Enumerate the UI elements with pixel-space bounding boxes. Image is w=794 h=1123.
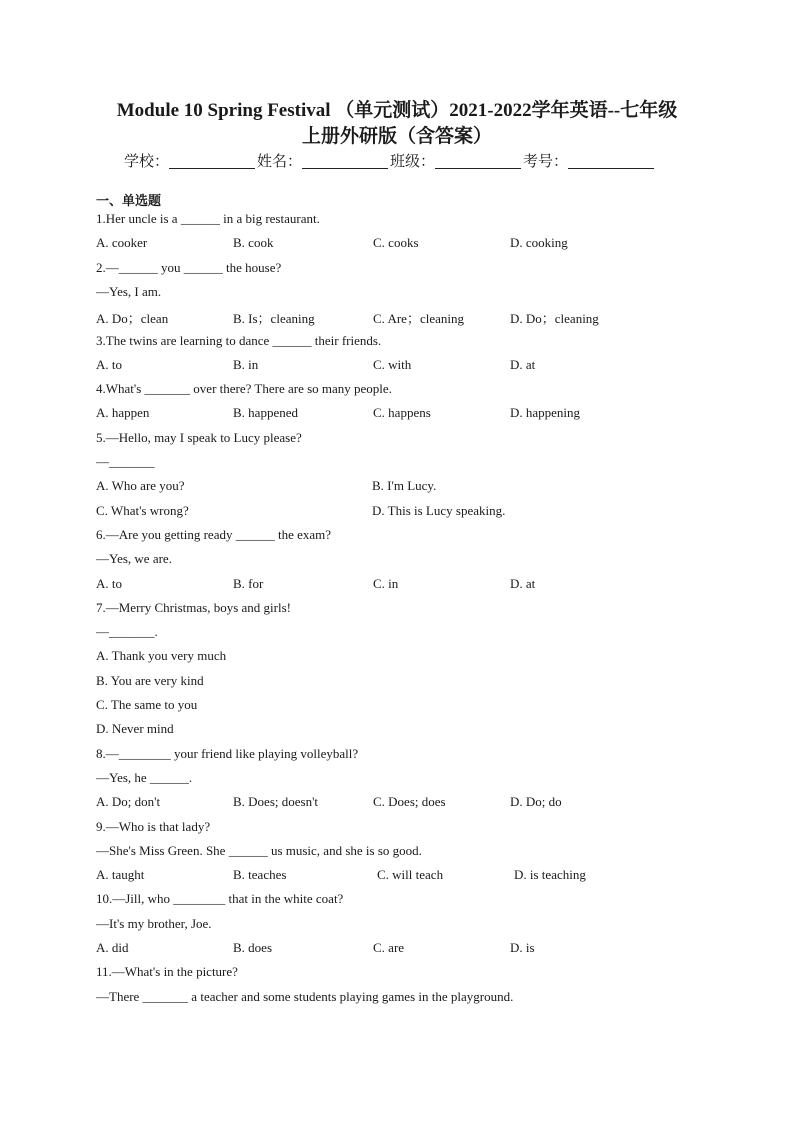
option-c[interactable]: C. Are；cleaning — [373, 311, 464, 327]
name-blank[interactable] — [302, 152, 388, 169]
student-info-row — [124, 150, 656, 171]
options-row — [96, 357, 716, 375]
option-d[interactable]: D. Do; do — [510, 794, 562, 810]
options-row — [96, 673, 716, 691]
option-b[interactable]: B. does — [233, 940, 272, 955]
options-row — [96, 721, 716, 739]
question-stem: 1.Her uncle is a ______ in a big restaurant. — [96, 211, 320, 226]
option-c[interactable]: C. happens — [373, 405, 431, 421]
school-label: 学校： — [124, 154, 170, 170]
exam-title-line2: 上册外研版（含答案） — [301, 126, 492, 147]
class-blank[interactable] — [435, 152, 521, 169]
option-d[interactable]: D. Do；cleaning — [510, 311, 599, 327]
option-d[interactable]: D. cooking — [510, 235, 568, 251]
options-row — [96, 940, 716, 958]
option-c[interactable]: C. in — [373, 575, 399, 591]
question-stem: 10.—Jill, who ________ that in the white coat? — [96, 891, 344, 907]
question-dialogue-line: —Yes, he ______. — [96, 769, 193, 785]
school-blank[interactable] — [169, 152, 255, 169]
question-dialogue-line: —_______ — [96, 454, 155, 469]
question-dialogue-line: —Yes, I am. — [96, 283, 162, 299]
option-b[interactable]: B. happened — [233, 405, 298, 421]
question-stem: 3.The twins are learning to dance ______ their friends. — [96, 332, 382, 348]
question-stem: 4.What's _______ over there? There are so many people. — [96, 381, 392, 397]
question-dialogue-line: —It's my brother, Joe. — [96, 915, 212, 931]
option-a[interactable]: A. taught — [96, 867, 145, 883]
option-c[interactable]: C. Does; does — [373, 794, 446, 810]
options-row — [96, 308, 716, 326]
option-b[interactable]: B. in — [233, 356, 259, 372]
question-stem: 2.—______ you ______ the house? — [96, 259, 282, 275]
options-row — [96, 697, 716, 715]
option-b[interactable]: B. cook — [233, 235, 274, 251]
option-a[interactable]: A. to — [96, 356, 122, 372]
option-a[interactable]: A. happen — [96, 405, 150, 421]
question-dialogue-line: —She's Miss Green. She ______ us music, and she is so good. — [96, 842, 422, 858]
option-d[interactable]: D. This is Lucy speaking. — [372, 502, 506, 518]
option-c[interactable]: C. The same to you — [96, 697, 198, 712]
option-b[interactable]: B. for — [233, 575, 264, 591]
options-row — [96, 576, 716, 594]
option-d[interactable]: D. Never mind — [96, 721, 174, 737]
name-label: 姓名： — [257, 154, 303, 170]
option-b[interactable]: B. I'm Lucy. — [372, 478, 437, 494]
option-d[interactable]: D. at — [510, 575, 536, 591]
option-c[interactable]: C. are — [373, 940, 405, 955]
option-b[interactable]: B. You are very kind — [96, 672, 204, 688]
question-stem: 6.—Are you getting ready ______ the exam? — [96, 526, 332, 542]
options-row — [96, 478, 716, 496]
question-stem: 9.—Who is that lady? — [96, 818, 211, 834]
option-b[interactable]: B. Does; doesn't — [233, 794, 319, 810]
option-c[interactable]: C. will teach — [377, 867, 444, 883]
option-a[interactable]: A. cooker — [96, 235, 148, 251]
options-row — [96, 648, 716, 666]
question-stem: 5.—Hello, may I speak to Lucy please? — [96, 429, 302, 445]
option-a[interactable]: A. Do; don't — [96, 794, 161, 810]
option-c[interactable]: C. What's wrong? — [96, 502, 189, 518]
option-b[interactable]: B. Is；cleaning — [233, 311, 315, 327]
option-a[interactable]: A. to — [96, 575, 122, 591]
options-row — [96, 503, 716, 521]
option-d[interactable]: D. happening — [510, 405, 581, 421]
option-b[interactable]: B. teaches — [233, 867, 287, 883]
exam-number-label: 考号： — [523, 154, 569, 170]
options-row — [96, 867, 716, 885]
question-stem: 11.—What's in the picture? — [96, 964, 238, 980]
option-a[interactable]: A. did — [96, 940, 129, 955]
exam-number-blank[interactable] — [568, 152, 654, 169]
class-label: 班级： — [390, 154, 436, 170]
option-a[interactable]: A. Who are you? — [96, 478, 185, 494]
options-row — [96, 235, 716, 253]
question-dialogue-line: —Yes, we are. — [96, 551, 172, 567]
question-stem: 7.—Merry Christmas, boys and girls! — [96, 599, 291, 615]
option-d[interactable]: D. at — [510, 356, 536, 372]
question-stem: 8.—________ your friend like playing volleyball? — [96, 745, 359, 761]
option-c[interactable]: C. cooks — [373, 235, 419, 251]
option-a[interactable]: A. Thank you very much — [96, 648, 227, 664]
question-dialogue-line: —There _______ a teacher and some students playing games in the playground. — [96, 988, 514, 1004]
option-c[interactable]: C. with — [373, 356, 412, 372]
option-a[interactable]: A. Do；clean — [96, 311, 169, 327]
options-row — [96, 794, 716, 812]
question-dialogue-line: —_______. — [96, 624, 158, 640]
options-row — [96, 405, 716, 423]
section-title: 一、单选题 — [96, 193, 162, 208]
option-d[interactable]: D. is teaching — [514, 867, 586, 883]
option-d[interactable]: D. is — [510, 940, 535, 955]
exam-title-line1: Module 10 Spring Festival （单元测试）2021-2022学年英语--七年级 — [116, 100, 678, 121]
